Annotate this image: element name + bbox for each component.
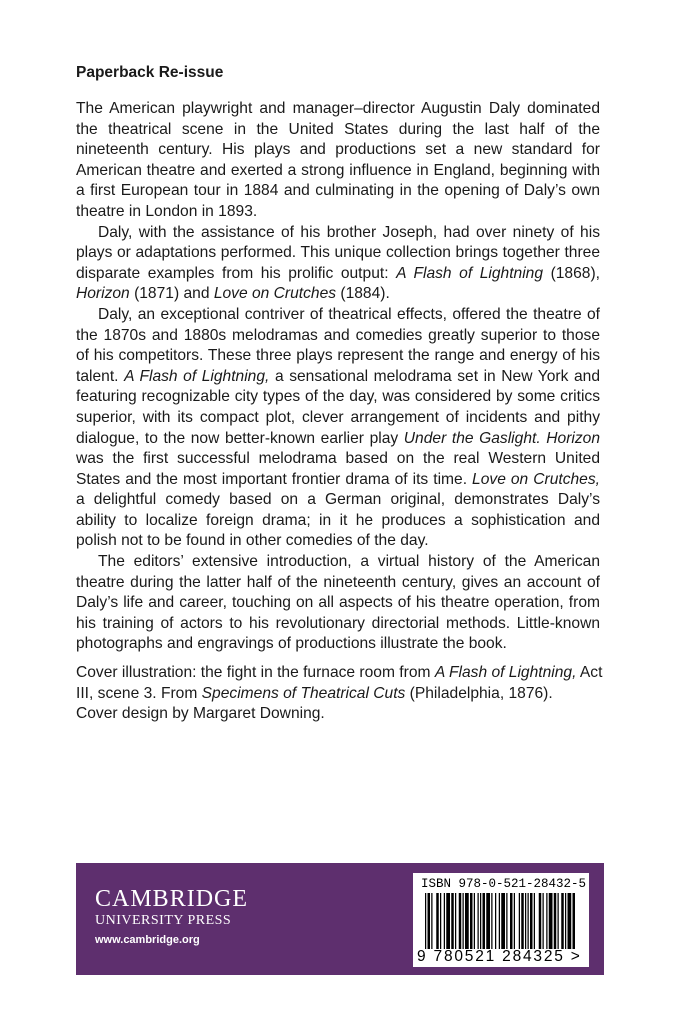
- barcode-bar: [474, 893, 475, 949]
- barcode-bar: [463, 893, 464, 949]
- barcode-bar: [543, 893, 544, 949]
- isbn-label: ISBN 978-0-521-28432-5: [421, 877, 587, 891]
- text-run: Act III, scene 3. From: [76, 664, 603, 702]
- barcode-bar: [506, 893, 507, 949]
- blurb-paragraph-2-text: Daly, with the assistance of his brother Joseph, had over ninety of his plays or adaptations performed. This unique collection brings together three disparate examples from his prolific output:: [76, 223, 600, 282]
- barcode-bar: [530, 893, 533, 949]
- barcode-bar: [561, 893, 564, 949]
- barcode-bar: [480, 893, 481, 949]
- blurb-paragraph-1: The American playwright and manager–director Augustin Daly dominated the theatrical scene in the United States during the last half of the nineteenth century. His plays and productions set a new standard for American theatre and exerted a strong influence in England, beginning with a first European tour in 1884 and culminating in the opening of Daly’s own theatre in London in 1893.: [76, 100, 600, 220]
- design-credit: Cover design by Margaret Downing.: [76, 705, 325, 723]
- barcode-bar: [510, 893, 513, 949]
- barcode-bar: [514, 893, 515, 949]
- barcode-bar: [558, 893, 559, 949]
- barcode-bar: [499, 893, 500, 949]
- blurb-paragraph-3-text: Daly, an exceptional contriver of theatrical effects, offered the theatre of the 1870s and 1880s melodramas and comedies greatly superior to those of his competitors. These three plays represent the range and energy of his talent.: [76, 305, 600, 385]
- barcode-bar: [470, 893, 473, 949]
- barcode-bar: [465, 893, 469, 949]
- publisher-subname: UNIVERSITY PRESS: [95, 913, 232, 928]
- barcode-bar: [519, 893, 520, 949]
- play-title: Love on Crutches: [213, 285, 337, 303]
- barcode-bar: [425, 893, 426, 949]
- play-title: A Flash of Lightning,: [434, 664, 577, 681]
- text-run: (Philadelphia, 1876).: [405, 684, 553, 702]
- barcode-bar: [451, 893, 454, 949]
- barcode-bar: [444, 893, 445, 949]
- reissue-label: Paperback Re-issue: [76, 64, 224, 81]
- barcode-bar: [549, 893, 553, 949]
- barcode-bar: [440, 893, 441, 949]
- barcode-bar: [521, 893, 524, 949]
- publisher-name: CAMBRIDGE: [95, 886, 249, 912]
- isbn-barcode: [413, 873, 589, 967]
- play-title: Horizon: [76, 285, 130, 303]
- barcode-bar: [534, 893, 535, 949]
- play-title: Horizon: [546, 429, 600, 447]
- barcode-bar: [428, 893, 431, 949]
- play-title: A Flash of Lightning,: [124, 367, 270, 385]
- publisher-url: www.cambridge.org: [95, 934, 200, 946]
- text-run: (1868),: [543, 264, 600, 282]
- barcode-bar: [546, 893, 547, 949]
- barcode-bar: [568, 893, 572, 949]
- play-title: Love on Crutches,: [472, 470, 600, 488]
- barcode-bar: [495, 893, 496, 949]
- text-run: a delightful comedy based on a German original, demonstrates Daly’s ability to localize foreign drama; in it he produces a sophistication and polish not to be found in other comedies of the day.: [76, 491, 600, 550]
- blurb-paragraph-3: [76, 305, 600, 552]
- barcode-bar: [486, 893, 490, 949]
- barcode-bar: [491, 893, 492, 949]
- barcode-bar: [554, 893, 557, 949]
- barcode-bar: [478, 893, 479, 949]
- barcode-bar: [528, 893, 529, 949]
- play-title: Under the Gaslight.: [403, 429, 541, 447]
- barcode-digits: 9 780521 284325 >: [417, 948, 582, 965]
- barcode-bar: [483, 893, 486, 949]
- source-title: Specimens of Theatrical Cuts: [201, 684, 406, 702]
- barcode-bar: [459, 893, 462, 949]
- play-title: A Flash of Lightning: [396, 264, 544, 282]
- blurb-paragraph-4: The editors’ extensive introduction, a virtual history of the American theatre during the latter half of the nineteenth century, gives an account of Daly’s life and career, touching on all aspects of his theatre operation, from his training of actors to his revolutionary directorial methods. Little-known photographs and engravings of productions illustrate the book.: [76, 553, 600, 653]
- blurb-paragraph-2: [76, 223, 600, 305]
- text-run: Cover illustration: the fight in the furnace room from: [76, 664, 435, 681]
- text-run: a sensational melodrama set in New York and featuring recognizable city types of the day, was considered by some critics superior, with its compact plot, clever arrangement of incidents and pithy dialogue, to the now better-known earlier play: [76, 367, 601, 447]
- barcode-bar: [436, 893, 439, 949]
- illustration-credit: [76, 663, 616, 704]
- barcode-bar: [565, 893, 566, 949]
- barcode-bars: [425, 893, 577, 949]
- barcode-bar: [525, 893, 526, 949]
- barcode-bar: [431, 893, 432, 949]
- blurb: [76, 99, 600, 655]
- publisher-bar: [76, 863, 604, 975]
- publisher-logo: [95, 886, 248, 950]
- barcode-bar: [446, 893, 450, 949]
- cover-credit: [76, 663, 616, 725]
- text-run: (1884).: [336, 285, 390, 303]
- barcode-bar: [573, 893, 576, 949]
- barcode-bar: [539, 893, 542, 949]
- barcode-bar: [455, 893, 456, 949]
- barcode-bar: [501, 893, 505, 949]
- text-run: was the first successful melodrama based on the real Western United States and the most important frontier drama of its time.: [76, 450, 600, 488]
- text-run: (1871) and: [129, 285, 214, 303]
